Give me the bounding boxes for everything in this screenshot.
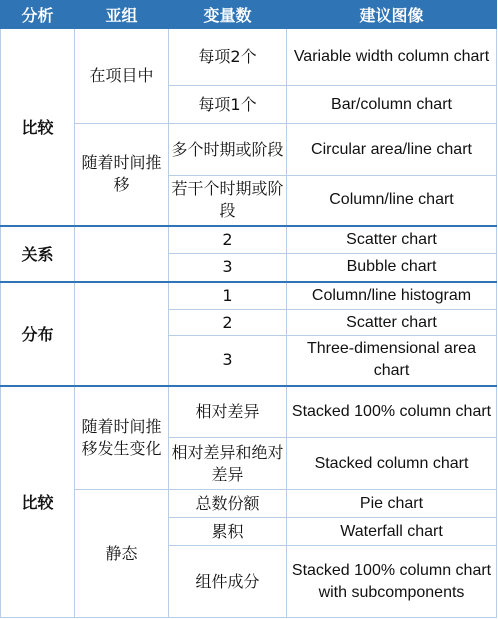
recommended-chart-cell: Waterfall chart <box>287 518 497 546</box>
variable-count-cell: 若干个时期或阶段 <box>169 176 287 226</box>
table-row <box>1 29 497 86</box>
header-analysis: 分析 <box>1 1 75 29</box>
recommended-chart-cell: Column/line histogram <box>287 282 497 310</box>
recommended-chart-cell: Bubble chart <box>287 254 497 282</box>
recommended-chart-cell: Pie chart <box>287 490 497 518</box>
header-subgroup: 亚组 <box>75 1 169 29</box>
recommended-chart-cell: Bar/column chart <box>287 86 497 124</box>
subgroup-cell: 在项目中 <box>75 29 169 124</box>
table-row <box>1 282 497 310</box>
header-recommended-chart: 建议图像 <box>287 1 497 29</box>
subgroup-cell: 随着时间推移发生变化 <box>75 386 169 490</box>
table-row <box>1 386 497 438</box>
subgroup-cell <box>75 282 169 386</box>
subgroup-cell: 随着时间推移 <box>75 124 169 226</box>
variable-count-cell: 每项1个 <box>169 86 287 124</box>
variable-count-cell: 1 <box>169 282 287 310</box>
recommended-chart-cell: Variable width column chart <box>287 29 497 86</box>
recommended-chart-cell: Stacked 100% column chart with subcomponents <box>287 546 497 618</box>
category-cell: 比较 <box>1 29 75 226</box>
variable-count-cell: 相对差异和绝对差异 <box>169 438 287 490</box>
recommended-chart-cell: Scatter chart <box>287 310 497 336</box>
recommended-chart-cell: Stacked column chart <box>287 438 497 490</box>
table-row <box>1 124 497 176</box>
variable-count-cell: 2 <box>169 310 287 336</box>
subgroup-cell <box>75 226 169 282</box>
subgroup-cell: 静态 <box>75 490 169 618</box>
variable-count-cell: 3 <box>169 254 287 282</box>
category-cell: 分布 <box>1 282 75 386</box>
variable-count-cell: 2 <box>169 226 287 254</box>
variable-count-cell: 3 <box>169 336 287 386</box>
variable-count-cell: 组件成分 <box>169 546 287 618</box>
header-variable-count: 变量数 <box>169 1 287 29</box>
recommended-chart-cell: Stacked 100% column chart <box>287 386 497 438</box>
variable-count-cell: 多个时期或阶段 <box>169 124 287 176</box>
header-row <box>1 1 497 29</box>
recommended-chart-cell: Scatter chart <box>287 226 497 254</box>
variable-count-cell: 总数份额 <box>169 490 287 518</box>
variable-count-cell: 累积 <box>169 518 287 546</box>
recommended-chart-cell: Circular area/line chart <box>287 124 497 176</box>
category-cell: 关系 <box>1 226 75 282</box>
variable-count-cell: 每项2个 <box>169 29 287 86</box>
table-row <box>1 226 497 254</box>
recommended-chart-cell: Three-dimensional area chart <box>287 336 497 386</box>
recommended-chart-cell: Column/line chart <box>287 176 497 226</box>
table-row <box>1 490 497 518</box>
variable-count-cell: 相对差异 <box>169 386 287 438</box>
category-cell: 比较 <box>1 386 75 618</box>
